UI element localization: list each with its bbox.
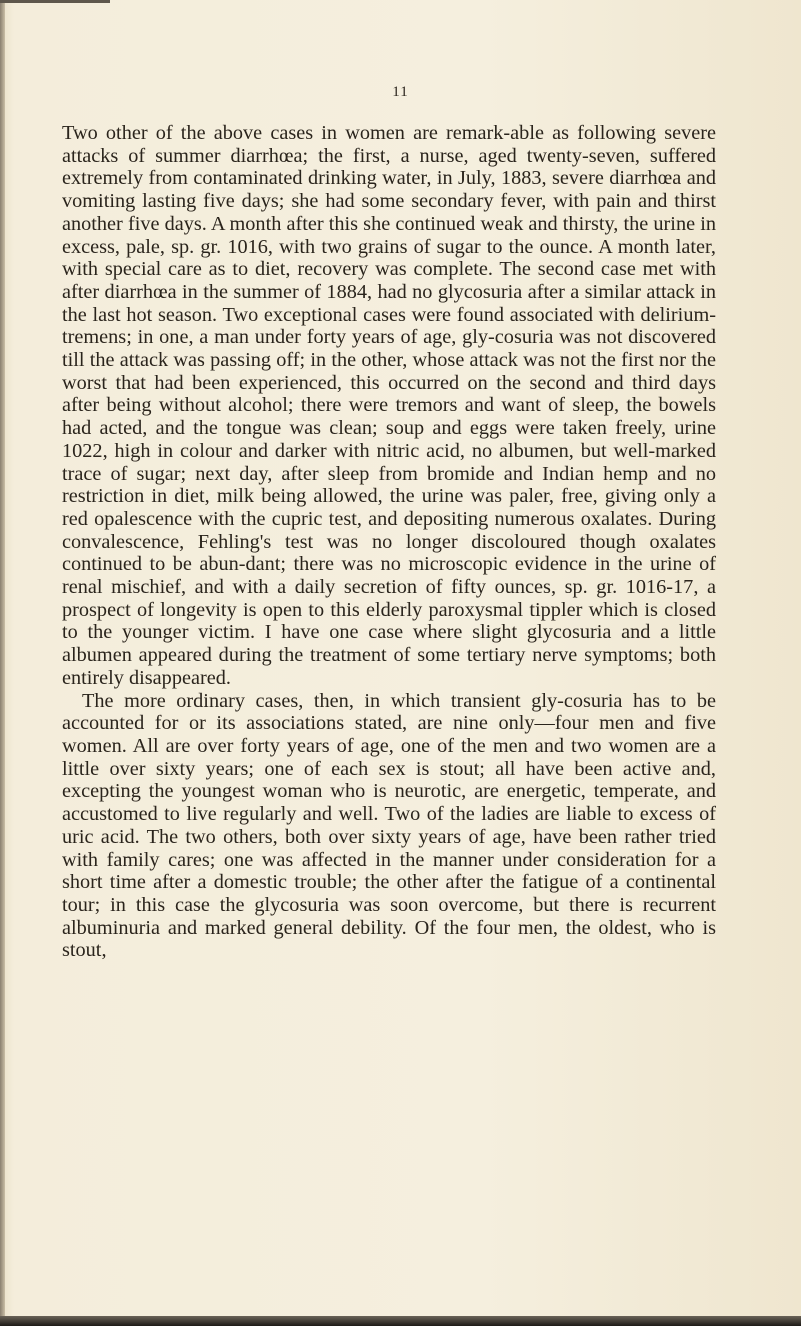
page-binding-edge <box>0 0 5 1326</box>
paragraph-2: The more ordinary cases, then, in which transient gly-cosuria has to be accounted for or its associations stated, are nine only—four men and five women. All are over forty years of age, one of the men and two women are a little over sixty years; one of each sex is stout; all have been active and, excepting the youngest woman who is neurotic, are energetic, temperate, and accustomed to live regularly and well. Two of the ladies are liable to excess of uric acid. The two others, both over sixty years of age, have been rather tried with family cares; one was affected in the manner under consideration for a short time after a domestic trouble; the other after the fatigue of a continental tour; in this case the glycosuria was soon overcome, but there is recurrent albuminuria and marked general debility. Of the four men, the oldest, who is stout, <box>62 689 716 962</box>
body-text <box>62 122 716 962</box>
page-bottom-edge <box>0 1316 801 1326</box>
page-number: 11 <box>392 84 409 100</box>
paragraph-1: Two other of the above cases in women are remark-able as following severe attacks of summer diarrhœa; the first, a nurse, aged twenty-seven, suffered extremely from contaminated drinking water, in July, 1883, severe diarrhœa and vomiting lasting five days; she had some secondary fever, with pain and thirst another five days. A month after this she continued weak and thirsty, the urine in excess, pale, sp. gr. 1016, with two grains of sugar to the ounce. A month later, with special care as to diet, recovery was complete. The second case met with after diarrhœa in the summer of 1884, had no glycosuria after a similar attack in the last hot season. Two exceptional cases were found associated with delirium-tremens; in one, a man under forty years of age, gly-cosuria was not discovered till the attack was passing off; in the other, whose attack was not the first nor the worst that had been experienced, this occurred on the second and third days after being without alcohol; there were tremors and want of sleep, the bowels had acted, and the tongue was clean; soup and eggs were taken freely, urine 1022, high in colour and darker with nitric acid, no albumen, but well-marked trace of sugar; next day, after sleep from bromide and Indian hemp and no restriction in diet, milk being allowed, the urine was paler, free, giving only a red opalescence with the cupric test, and depositing numerous oxalates. During convalescence, Fehling's test was no longer discoloured though oxalates continued to be abun-dant; there was no microscopic evidence in the urine of renal mischief, and with a daily secretion of fifty ounces, sp. gr. 1016-17, a prospect of longevity is open to this elderly paroxysmal tippler which is closed to the younger victim. I have one case where slight glycosuria and a little albumen appeared during the treatment of some tertiary nerve symptoms; both entirely disappeared. <box>62 122 716 689</box>
page-top-shadow <box>0 0 110 3</box>
